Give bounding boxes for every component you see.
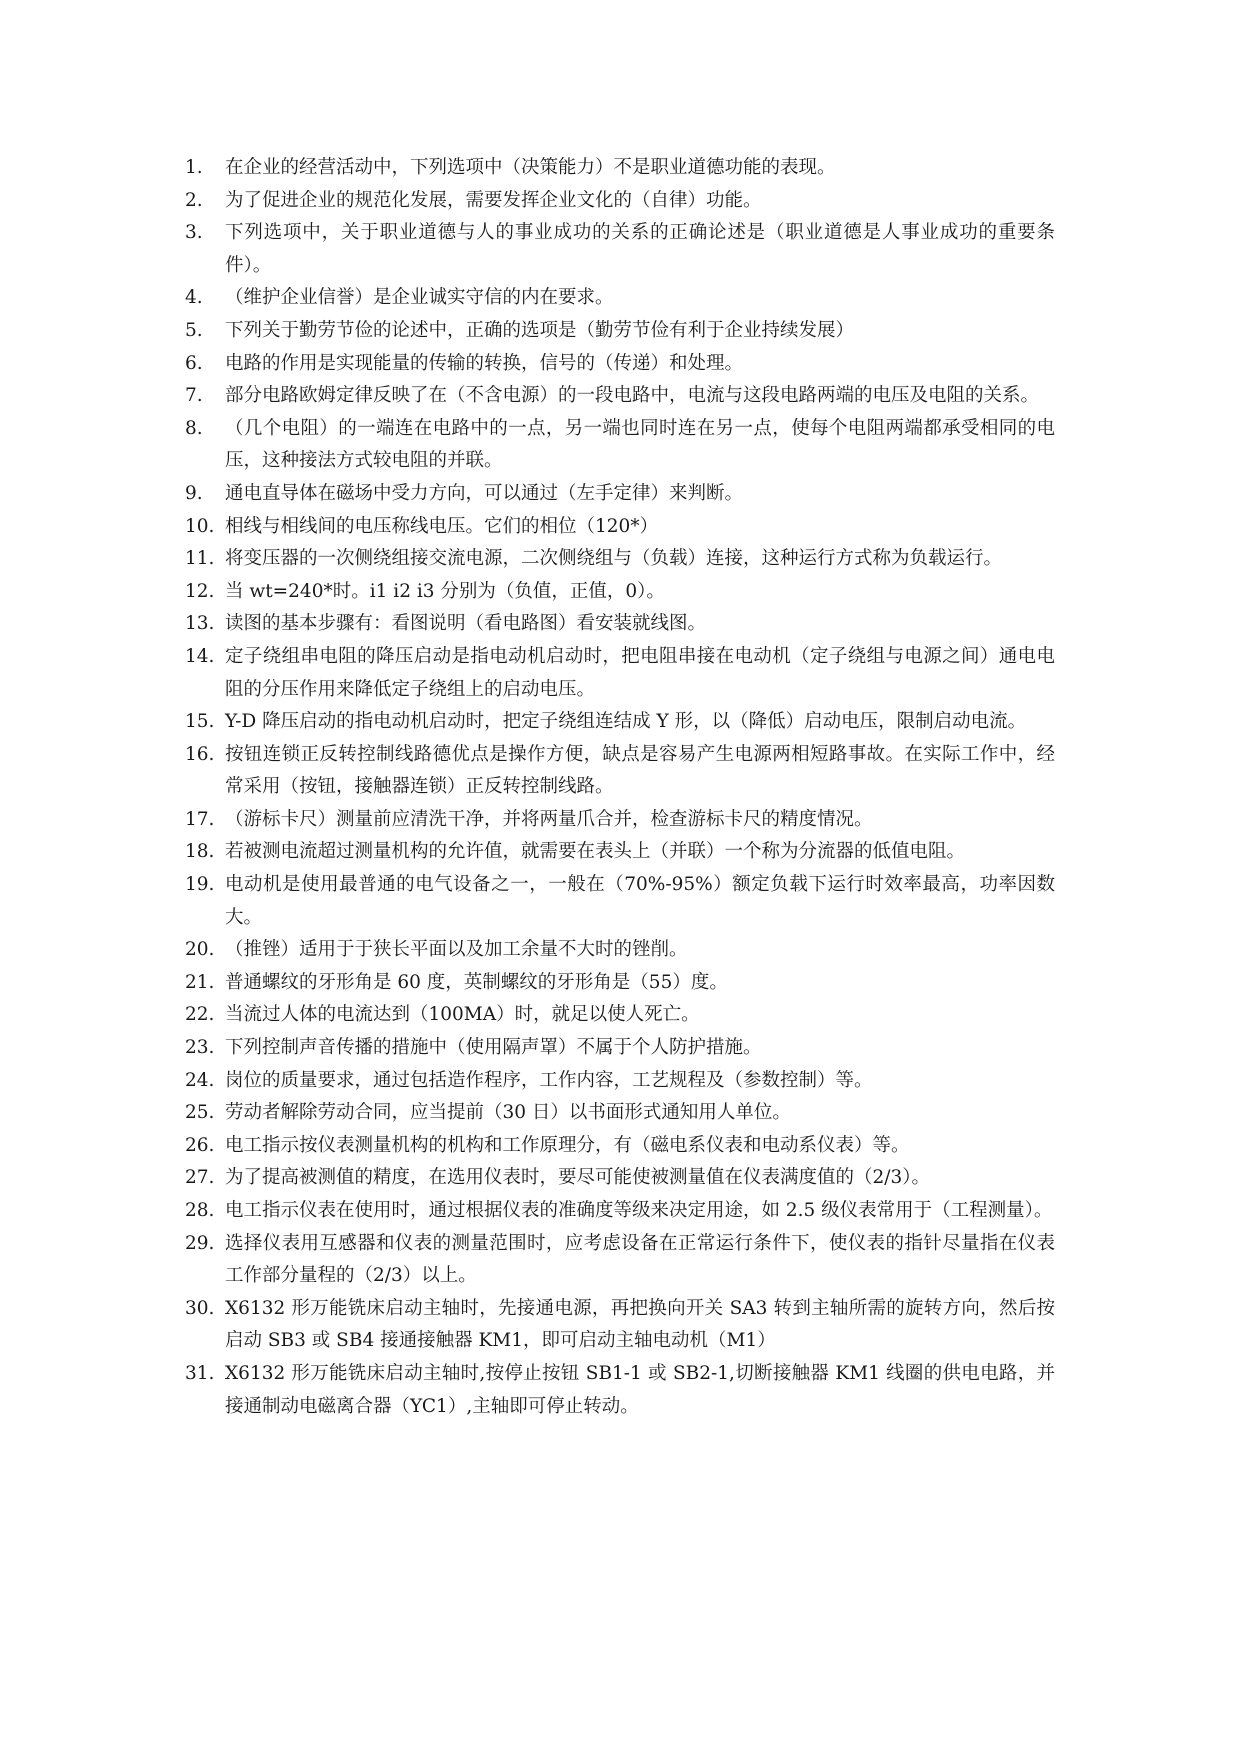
- item-number: 15.: [185, 711, 215, 733]
- list-item: [185, 934, 1055, 967]
- list-item: [185, 999, 1055, 1032]
- item-number: 4.: [185, 287, 203, 309]
- item-number: 6.: [185, 352, 203, 374]
- item-number: 9.: [185, 482, 203, 504]
- item-number: 18.: [185, 841, 215, 863]
- list-item: [185, 413, 1055, 478]
- item-text: X6132 形万能铣床启动主轴时,按停止按钮 SB1-1 或 SB2-1,切断接触器 KM1 线圈的供电电路，并接通制动电磁离合器（YC1）,主轴即可停止转动。: [225, 1362, 1055, 1417]
- item-text: 下列控制声音传播的措施中（使用隔声罩）不属于个人防护措施。: [225, 1037, 762, 1059]
- item-number: 14.: [185, 645, 215, 667]
- item-text: 相线与相线间的电压称线电压。它们的相位（120*）: [225, 515, 659, 537]
- item-number: 30.: [185, 1297, 215, 1319]
- item-number: 28.: [185, 1200, 215, 1221]
- list-item: [185, 380, 1055, 413]
- item-text: （游标卡尺）测量前应清洗干净，并将两量爪合并，检查游标卡尺的精度情况。: [225, 808, 873, 830]
- list-item: [185, 739, 1055, 804]
- item-number: 1.: [185, 157, 203, 178]
- item-number: 11.: [185, 548, 215, 570]
- list-item: [185, 1162, 1055, 1195]
- list-item: [185, 967, 1055, 1000]
- list-item: [185, 869, 1055, 934]
- item-number: 26.: [185, 1134, 215, 1156]
- list-item: [185, 185, 1055, 218]
- item-text: 当流过人体的电流达到（100MA）时，就足以使人死亡。: [225, 1004, 700, 1026]
- list-item: [185, 1195, 1055, 1228]
- item-text: 电动机是使用最普通的电气设备之一，一般在（70%-95%）额定负载下运行时效率最高，功率因数大。: [225, 874, 1055, 928]
- list-item: [185, 348, 1055, 381]
- item-text: X6132 形万能铣床启动主轴时，先接通电源，再把换向开关 SA3 转到主轴所需的旋转方向，然后按启动 SB3 或 SB4 接通接触器 KM1，即可启动主轴电动机（M1）: [225, 1297, 1055, 1352]
- item-number: 3.: [185, 222, 203, 244]
- item-text: 电工指示按仪表测量机构的机构和工作原理分，有（磁电系仪表和电动系仪表）等。: [225, 1134, 910, 1156]
- item-text: 选择仪表用互感器和仪表的测量范围时，应考虑设备在正常运行条件下，使仪表的指针尽量指在仪表工作部分量程的（2/3）以上。: [225, 1232, 1055, 1287]
- item-number: 13.: [185, 613, 215, 635]
- list-item: [185, 282, 1055, 315]
- item-text: 在企业的经营活动中，下列选项中（决策能力）不是职业道德功能的表现。: [225, 157, 836, 178]
- item-number: 29.: [185, 1232, 215, 1254]
- item-number: 5.: [185, 319, 203, 341]
- question-list: [185, 152, 1055, 1423]
- list-item: [185, 1065, 1055, 1098]
- item-number: 12.: [185, 580, 215, 602]
- item-text: Y-D 降压启动的指电动机启动时，把定子绕组连结成 Y 形，以（降低）启动电压，限制启动电流。: [225, 711, 1027, 733]
- item-text: 岗位的质量要求，通过包括造作程序，工作内容，工艺规程及（参数控制）等。: [225, 1069, 873, 1091]
- list-item: [185, 706, 1055, 739]
- list-item: [185, 804, 1055, 837]
- item-number: 7.: [185, 385, 203, 407]
- list-item: [185, 511, 1055, 544]
- list-item: [185, 1293, 1055, 1358]
- item-text: 下列选项中，关于职业道德与人的事业成功的关系的正确论述是（职业道德是人事业成功的重要条件）。: [225, 222, 1055, 276]
- item-text: 若被测电流超过测量机构的允许值，就需要在表头上（并联）一个称为分流器的低值电阻。: [225, 841, 966, 863]
- item-text: 为了促进企业的规范化发展，需要发挥企业文化的（自律）功能。: [225, 189, 762, 211]
- item-text: 电路的作用是实现能量的传输的转换，信号的（传递）和处理。: [225, 352, 744, 374]
- item-text: 按钮连锁正反转控制线路德优点是操作方便，缺点是容易产生电源两相短路事故。在实际工作中，经常采用（按钮，接触器连锁）正反转控制线路。: [225, 743, 1055, 798]
- item-number: 31.: [185, 1362, 215, 1384]
- list-item: [185, 315, 1055, 348]
- item-text: （几个电阻）的一端连在电路中的一点，另一端也同时连在另一点，使每个电阻两端都承受相同的电压，这种接法方式较电阻的并联。: [225, 417, 1055, 472]
- list-item: [185, 608, 1055, 641]
- item-number: 23.: [185, 1037, 215, 1059]
- list-item: [185, 1130, 1055, 1163]
- item-number: 19.: [185, 874, 215, 896]
- list-item: [185, 641, 1055, 706]
- item-number: 21.: [185, 971, 215, 993]
- item-text: （推锉）适用于于狭长平面以及加工余量不大时的锉削。: [225, 939, 688, 961]
- item-number: 17.: [185, 808, 215, 830]
- item-number: 24.: [185, 1069, 215, 1091]
- item-number: 25.: [185, 1102, 215, 1124]
- item-number: 2.: [185, 189, 203, 211]
- list-item: [185, 217, 1055, 282]
- list-item: [185, 836, 1055, 869]
- item-text: 电工指示仪表在使用时，通过根据仪表的准确度等级来决定用途，如 2.5 级仪表常用于（工程测量）。: [225, 1200, 1053, 1221]
- list-item: [185, 1228, 1055, 1293]
- item-text: 为了提高被测值的精度，在选用仪表时，要尽可能使被测量值在仪表满度值的（2/3）。: [225, 1167, 931, 1189]
- item-text: （维护企业信誉）是企业诚实守信的内在要求。: [225, 287, 614, 309]
- list-item: [185, 543, 1055, 576]
- list-item: [185, 1358, 1055, 1423]
- item-text: 部分电路欧姆定律反映了在（不含电源）的一段电路中，电流与这段电路两端的电压及电阻的关系。: [225, 385, 1040, 407]
- item-text: 读图的基本步骤有：看图说明（看电路图）看安装就线图。: [225, 613, 707, 635]
- list-item: [185, 1032, 1055, 1065]
- list-item: [185, 152, 1055, 185]
- item-number: 20.: [185, 939, 215, 961]
- item-text: 定子绕组串电阻的降压启动是指电动机启动时，把电阻串接在电动机（定子绕组与电源之间）通电电阻的分压作用来降低定子绕组上的启动电压。: [225, 645, 1055, 700]
- list-item: [185, 576, 1055, 609]
- item-number: 22.: [185, 1004, 215, 1026]
- item-text: 普通螺纹的牙形角是 60 度，英制螺纹的牙形角是（55）度。: [225, 971, 728, 993]
- item-text: 劳动者解除劳动合同，应当提前（30 日）以书面形式通知用人单位。: [225, 1102, 791, 1124]
- list-item: [185, 478, 1055, 511]
- item-text: 将变压器的一次侧绕组接交流电源，二次侧绕组与（负载）连接，这种运行方式称为负载运行。: [225, 548, 1003, 570]
- item-number: 10.: [185, 515, 215, 537]
- item-text: 下列关于勤劳节俭的论述中，正确的选项是（勤劳节俭有利于企业持续发展）: [225, 319, 855, 341]
- item-number: 8.: [185, 417, 203, 439]
- item-text: 通电直导体在磁场中受力方向，可以通过（左手定律）来判断。: [225, 482, 744, 504]
- list-item: [185, 1097, 1055, 1130]
- item-number: 16.: [185, 743, 215, 765]
- item-number: 27.: [185, 1167, 215, 1189]
- item-text: 当 wt=240*时。i1 i2 i3 分别为（负值，正值，0）。: [225, 580, 665, 602]
